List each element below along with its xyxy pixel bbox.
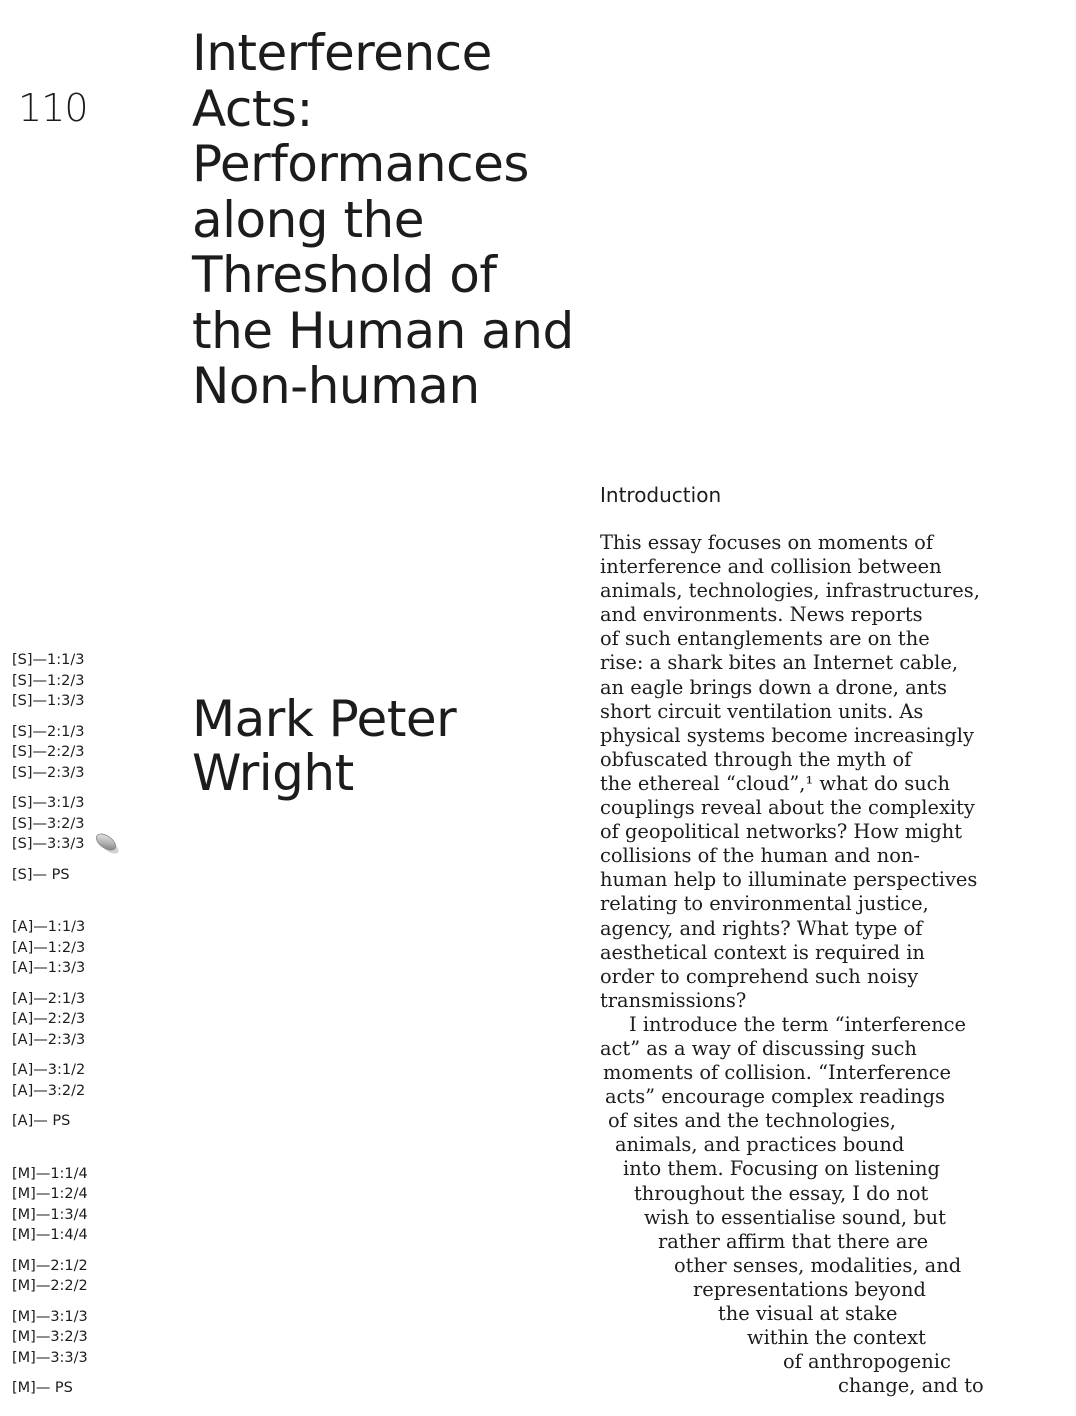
body-line: throughout the essay, I do not: [634, 1181, 929, 1205]
body-line: short circuit ventilation units. As: [600, 699, 924, 723]
toc-link[interactable]: [S]—3:1/3: [12, 795, 85, 811]
toc-group: [12, 989, 88, 1051]
toc-group: [12, 793, 88, 855]
toc-link[interactable]: [S]—2:2/3: [12, 744, 85, 760]
toc-link[interactable]: [S]— PS: [12, 866, 70, 883]
toc-link[interactable]: [M]—3:3/3: [12, 1349, 88, 1366]
pill-cursor-icon: [94, 830, 122, 854]
body-line: interference and collision between: [600, 555, 942, 579]
body-line: the visual at stake: [718, 1302, 898, 1325]
toc-group: [12, 1307, 88, 1369]
author-name: [192, 692, 456, 800]
toc-link[interactable]: [A]—1:2/3: [12, 939, 86, 956]
toc-group: [12, 1256, 88, 1297]
body-line: into them. Focusing on listening: [623, 1157, 940, 1181]
essay-title: [192, 26, 612, 415]
toc-link[interactable]: [M]—2:1/2: [12, 1257, 88, 1274]
body-line: within the context: [747, 1326, 926, 1350]
body-line: change, and to: [838, 1374, 984, 1398]
body-line: I introduce the term “interference: [629, 1012, 967, 1036]
toc-link[interactable]: [A]—2:2/3: [12, 1011, 86, 1027]
title-line: Threshold of: [192, 246, 497, 304]
author-line: Wright: [192, 744, 354, 802]
section-index-nav: [12, 650, 88, 1409]
toc-link[interactable]: [S]—1:3/3: [12, 693, 85, 709]
title-line: along the: [192, 190, 424, 249]
body-line: agency, and rights? What type of: [600, 916, 923, 940]
body-line: wish to essentialise sound, but: [644, 1205, 946, 1229]
body-line: of anthropogenic: [783, 1350, 951, 1374]
body-line: an eagle brings down a drone, ants: [600, 675, 947, 699]
toc-link[interactable]: [M]—1:2/4: [12, 1186, 88, 1202]
toc-group: [12, 1111, 88, 1132]
toc-link[interactable]: [A]—2:1/3: [12, 990, 86, 1007]
toc-link[interactable]: [S]—2:1/3: [12, 723, 85, 740]
toc-link[interactable]: [A]—3:2/2: [12, 1082, 86, 1099]
toc-link[interactable]: [S]—3:3/3: [12, 836, 85, 852]
toc-link[interactable]: [M]—1:3/4: [12, 1206, 88, 1223]
body-line: and environments. News reports: [600, 603, 923, 627]
body-line: order to comprehend such noisy: [600, 964, 919, 988]
toc-link[interactable]: [M]—1:4/4: [12, 1227, 88, 1243]
body-line: of sites and the technologies,: [608, 1109, 896, 1133]
body-line: representations beyond: [693, 1277, 926, 1301]
title-line: Performances: [192, 135, 529, 193]
essay-body: [600, 531, 1030, 1398]
title-line: Non-human: [192, 357, 480, 415]
toc-link[interactable]: [A]—1:1/3: [12, 919, 86, 935]
body-line: aesthetical context is required in: [600, 940, 925, 964]
body-line: of geopolitical networks? How might: [600, 820, 963, 844]
body-line: animals, and practices bound: [615, 1133, 905, 1157]
toc-group: [12, 650, 88, 712]
toc-group: [12, 722, 88, 784]
body-line: This essay focuses on moments of: [600, 531, 934, 554]
toc-link[interactable]: [A]— PS: [12, 1113, 71, 1129]
page-number: 110: [18, 86, 88, 130]
body-line: relating to environmental justice,: [600, 892, 929, 916]
body-line: physical systems become increasingly: [600, 723, 974, 747]
toc-group: [12, 917, 88, 979]
body-line: rather affirm that there are: [658, 1229, 929, 1253]
body-line: collisions of the human and non-: [600, 844, 920, 868]
toc-link[interactable]: [S]—1:2/3: [12, 672, 85, 689]
toc-link[interactable]: [S]—1:1/3: [12, 652, 85, 668]
body-line: obfuscated through the myth of: [600, 747, 912, 771]
toc-group: [12, 1164, 88, 1246]
section-heading: Introduction: [600, 483, 722, 507]
toc-group: [12, 1378, 88, 1399]
toc-link[interactable]: [A]—3:1/2: [12, 1062, 86, 1078]
body-line: of such entanglements are on the: [600, 627, 930, 651]
body-line: moments of collision. “Interference: [603, 1061, 951, 1085]
body-line: rise: a shark bites an Internet cable,: [600, 651, 958, 675]
body-line: animals, technologies, infrastructures,: [600, 579, 980, 603]
body-line: human help to illuminate perspectives: [600, 868, 978, 892]
toc-link[interactable]: [A]—1:3/3: [12, 960, 86, 976]
body-line: the ethereal “cloud”,¹ what do such: [600, 771, 951, 795]
title-line: the Human and: [192, 301, 574, 360]
toc-link[interactable]: [M]—3:1/3: [12, 1308, 88, 1325]
toc-link[interactable]: [M]—2:2/2: [12, 1278, 88, 1294]
toc-link[interactable]: [M]— PS: [12, 1380, 73, 1396]
body-line: transmissions?: [600, 988, 747, 1012]
body-line: couplings reveal about the complexity: [600, 796, 975, 820]
toc-group: [12, 1060, 88, 1101]
author-line: Mark Peter: [192, 690, 457, 748]
toc-link[interactable]: [S]—3:2/3: [12, 815, 85, 832]
title-line: Acts:: [192, 79, 313, 138]
body-line: act” as a way of discussing such: [600, 1036, 917, 1060]
body-line: acts” encourage complex readings: [605, 1085, 945, 1109]
toc-link[interactable]: [M]—3:2/3: [12, 1329, 88, 1345]
toc-link[interactable]: [A]—2:3/3: [12, 1031, 86, 1048]
toc-group: [12, 865, 88, 886]
toc-link[interactable]: [M]—1:1/4: [12, 1165, 88, 1182]
title-line: Interference: [192, 24, 492, 82]
toc-link[interactable]: [S]—2:3/3: [12, 764, 85, 781]
body-line: other senses, modalities, and: [674, 1253, 962, 1277]
